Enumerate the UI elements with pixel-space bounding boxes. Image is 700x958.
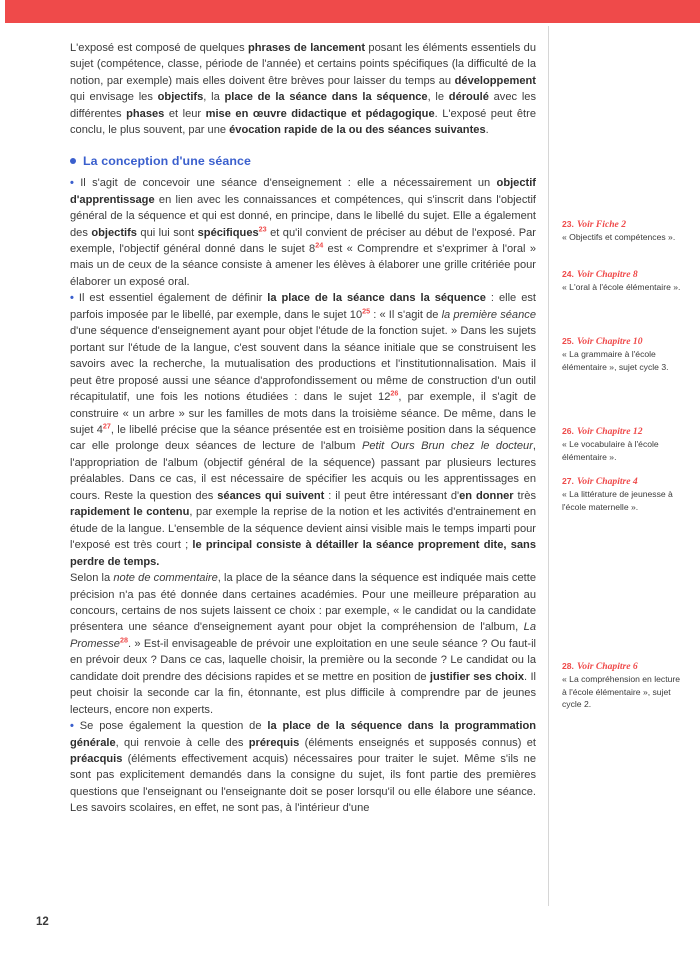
emphasis-bold: en donner [459,489,514,502]
margin-note-reference-link[interactable]: Voir Fiche 2 [576,219,626,230]
bullet-dot-icon [70,158,76,164]
footnote-marker[interactable]: 25 [362,306,371,316]
emphasis-bold: mise en œuvre didactique et pédagogique [205,107,435,120]
footnote-marker[interactable]: 27 [102,421,111,431]
emphasis-italic: La Promesse [70,621,536,650]
paragraph [70,570,536,718]
emphasis-bold: développement [454,74,536,87]
text-run: qui envisage les [70,91,158,104]
margin-note-number: 28. [562,661,574,671]
margin-note-reference-link[interactable]: Voir Chapitre 6 [576,661,638,672]
text-run: , par exemple la reprise de la notion et les activités d'entrainement en étude de la langue. L'ensemble de la séquence devient ainsi visible mais le temps imparti pour l'exposé est très court ; [70,506,536,552]
paragraph-bullet-icon: • [70,292,79,305]
paragraph [70,290,536,570]
text-run: qui lui sont [136,226,198,239]
emphasis-bold: place de la séance dans la séquence [224,91,428,104]
text-run: . » Est-il envisageable de prévoir une exploitation en une seule séance ? Ou faut-il en prévoir deux ? Dans ce cas, laquelle choisir, la première ou la seconde ? Le candidat ou la candidate doit prendre des décisions rapides et se mettre en position de [70,637,536,683]
footnote-marker[interactable]: 24 [315,240,324,250]
emphasis-bold: phases [126,107,165,120]
text-run: et leur [164,107,206,120]
text-run: très [513,489,537,502]
paragraph-bullet-icon: • [70,720,80,733]
text-run: (éléments effectivement acquis) nécessaires pour traiter le sujet. Même s'ils ne sont pas explicitement demandés dans la consigne du sujet, ils font partie des premières questions que l'enseignant ou l'enseignante doit se poser lorsqu'il ou elle élabore une séance. Les savoirs scolaires, en effet, ne sont pas, à l'intérieur d'une [70,753,536,815]
emphasis-bold: spécifiques [197,226,259,239]
text-run: en lien avec les connaissances et compétences, qui s'inscrit dans l'objectif général de la séquence et qui est donné, en principe, dans le libellé du sujet. Elle a également des [70,193,536,239]
margin-note-reference-link[interactable]: Voir Chapitre 4 [576,476,638,487]
text-run: Il est essentiel également de définir [78,292,268,305]
emphasis-bold: préacquis [70,753,123,766]
top-red-band [5,0,700,23]
text-run: : elle est parfois imposée par le libellé, par exemple, dans le sujet 10 [70,292,536,321]
text-run: , la place de la séance dans la séquence est indiquée mais cette précision n'a pas été donnée dans certaines académies. Pour une meilleure préparation au concours, certains de nos sujets laissent ce choix : par exemple, « le candidat ou la candidate présentera une séance d'enseignement ayant pour objet la compréhension de l'album, [70,572,536,634]
emphasis-italic: note de commentaire [113,572,218,585]
margin-note-header [562,660,686,673]
margin-note-number: 27. [562,476,574,486]
main-text-column [70,40,536,817]
text-run: d'une séquence d'enseignement ayant pour objet l'étude de la fonction sujet. » Dans les sujets portant sur l'étude de la langue, c'est souvent dans la séance initiale que se construisent les savoirs avec la recherche, la mutualisation des productions et l'institutionnalisation. Mais il peut être proposé aussi une séance d'approfondissement ou même de construction d'un outil récapitulatif, une fois les notions étudiées : dans le sujet 12 [70,325,536,404]
body-paragraphs-slot [70,175,536,817]
emphasis-bold: évocation rapide de la ou des séances suivantes [229,124,486,137]
text-run: , par exemple, il s'agit de construire « un arbre » sur les familles de mots dans la troisième séance. De même, dans le sujet 4 [70,391,536,436]
text-run: , le libellé précise que la séance présentée est en troisième position dans la séquence car elle prolonge deux séances de lecture de l'album [70,423,536,453]
section-heading [70,153,536,169]
margin-note-header [562,425,686,438]
margin-note-header [562,218,686,231]
footnote-marker[interactable]: 28 [119,635,128,645]
text-run: et qu'il convient de préciser au début de l'exposé. Par exemple, l'objectif général donné dans le sujet 8 [70,226,537,255]
margin-note-header [562,475,686,488]
margin-note-body: « La grammaire à l'école élémentaire », sujet cycle 3. [562,349,669,372]
margin-note-header [562,335,686,348]
margin-note-number: 24. [562,269,574,279]
emphasis-bold: phrases de lancement [248,42,366,54]
paragraph [70,40,536,139]
margin-note-reference-link[interactable]: Voir Chapitre 10 [576,336,643,347]
emphasis-bold: objectif d'apprentissage [70,177,536,206]
text-run: . [485,124,489,137]
text-run: L'exposé est composé de quelques [70,42,248,54]
section-heading-label: La conception d'une séance [83,153,252,168]
text-run: . L'exposé peut être conclu, le plus souvent, par une [70,107,536,137]
emphasis-bold: le principal consiste à détailler la séance proprement dite, sans perdre de temps. [70,539,536,568]
text-run: , la [203,91,225,104]
text-run: Selon la [70,572,114,585]
margin-note-number: 26. [562,426,574,436]
emphasis-italic: Petit Ours Brun chez le docteur [361,440,533,453]
text-run: est « Comprendre et s'exprimer à l'oral » mais un de ceux de la séance consiste à amener les élèves à élaborer une grille critériée pour élaborer un exposé oral. [70,242,536,288]
text-run: Se pose également la question de [79,720,268,733]
text-run: . Il peut choisir la seconde car la fin, étonnante, est plus difficile à comprendre par de jeunes lecteurs, encore non experts. [70,670,536,716]
margin-note-body: « La compréhension en lecture à l'école élémentaire », sujet cycle 2. [562,674,681,710]
text-run: : « Il s'agit de [370,308,442,321]
margin-note [562,268,686,294]
text-run: : il peut être intéressant d' [324,489,460,502]
margin-note [562,218,686,244]
margin-note-body: « Le vocabulaire à l'école élémentaire ». [562,439,659,462]
margin-note-number: 23. [562,219,574,229]
margin-note-body: « L'oral à l'école élémentaire ». [562,282,681,293]
emphasis-bold: prérequis [248,736,300,749]
column-divider-rule [548,26,549,906]
emphasis-bold: objectifs [91,226,137,239]
emphasis-bold: séances qui suivent [217,489,325,502]
emphasis-bold: déroulé [448,91,489,104]
text-run: , le [427,91,449,104]
intro-paragraph-slot [70,40,536,139]
emphasis-bold: rapidement le contenu [70,506,190,519]
margin-note-body: « Objectifs et compétences ». [562,232,676,243]
emphasis-italic: la première séance [441,308,536,321]
footnote-marker[interactable]: 26 [390,388,399,398]
emphasis-bold: la place de la séquence dans la programmation générale [70,720,537,749]
margin-note [562,660,686,711]
margin-note-reference-link[interactable]: Voir Chapitre 12 [576,426,643,437]
margin-note [562,475,686,513]
paragraph-bullet-icon: • [70,177,81,190]
margin-note-number: 25. [562,336,574,346]
footnote-marker[interactable]: 23 [258,223,267,233]
text-run: (éléments enseignés et supposés connus) et [299,736,536,749]
paragraph [70,175,536,290]
margin-note-reference-link[interactable]: Voir Chapitre 8 [576,269,638,280]
paragraph [70,718,536,817]
emphasis-bold: justifier ses choix [429,670,525,683]
margin-note [562,335,686,373]
text-run: posant les éléments essentiels du sujet (compétence, classe, période de l'année) et certains points spécifiques (la difficulté de la notion, par exemple) mais elles doivent être brèves pour laisser du temps au [70,42,536,87]
emphasis-bold: objectifs [157,91,204,104]
text-run: Il s'agit de concevoir une séance d'enseignement : elle a nécessairement un [80,177,497,190]
text-run: avec les différentes [70,91,536,120]
text-run: , qui renvoie à celle des [115,736,249,749]
page-number: 12 [36,916,49,928]
text-run: , l'appropriation de l'album (objectif général de la séquence) passant par plusieurs lectures préalables. Dans ce cas, il est nécessaire de spécifier les acquis ou les apprentissages en cours. Reste la question des [70,440,537,502]
margin-note-body: « La littérature de jeunesse à l'école maternelle ». [562,489,673,512]
margin-note-header [562,268,686,281]
margin-note [562,425,686,463]
emphasis-bold: la place de la séance dans la séquence [267,292,486,305]
